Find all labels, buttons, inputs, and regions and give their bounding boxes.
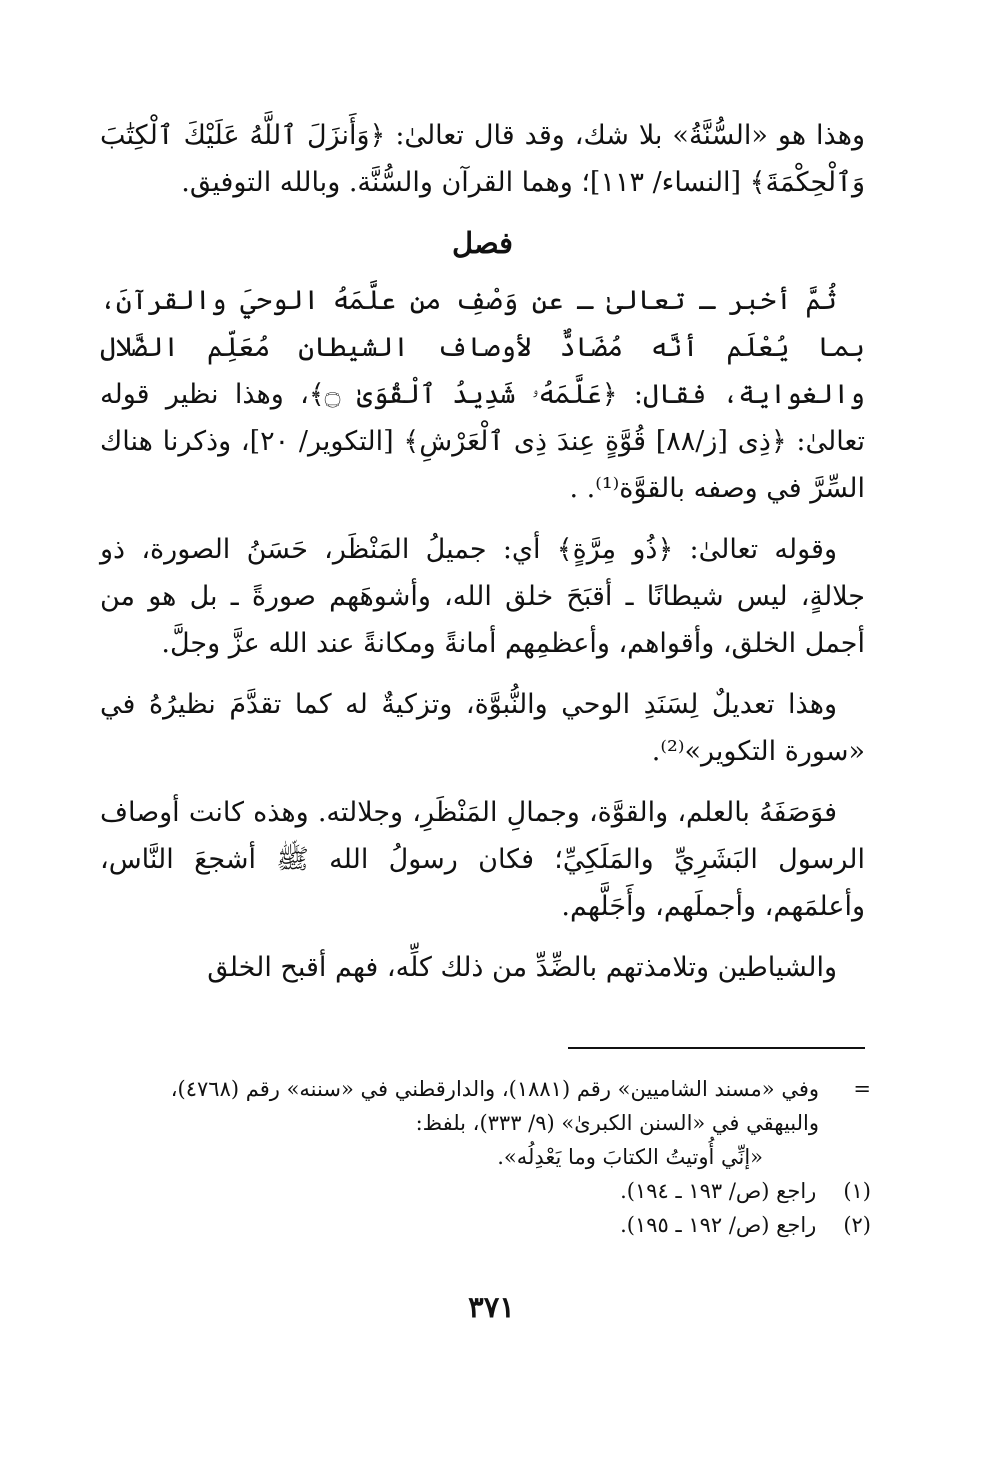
page-number: ٣٧١: [468, 1290, 515, 1324]
footnote-1: [100, 1174, 871, 1208]
section-heading: فصل: [452, 226, 513, 260]
continuation-mark: =: [853, 1077, 871, 1101]
footnote-number: (١): [843, 1179, 871, 1203]
footnote-divider: [568, 1047, 865, 1049]
footnote-2: [100, 1208, 871, 1242]
footnote-number: (٢): [843, 1213, 871, 1237]
paragraph-3: وقوله تعالىٰ: ﴿ذُو مِرَّةٍ﴾ أي: جميلُ المَنْظَر، حَسَنُ الصورة، ذو جلالةٍ، ليس شيطانًا ـ أقبَحَ خلق الله، وأشوهَهم صورةً ـ بل هو من أجمل الخلق، وأقواهم، وأعظمِهم أمانةً ومكانةً عند الله عزَّ وجلَّ.: [100, 534, 865, 659]
continuation-text: وفي «مسند الشاميين» رقم (١٨٨١)، والدارقطني في «سننه» رقم (٤٧٦٨)، والبيهقي في «السنن الكبرىٰ» (٩/ ٣٣٣)، بلفظ:: [170, 1077, 819, 1135]
main-text: [100, 112, 865, 1005]
paragraph-4: وهذا تعديلٌ لِسَنَدِ الوحي والنُّبوَّة، وتزكيةٌ له كما تقدَّمَ نظيرُهُ في «سورة التكوير»⁽²⁾.: [100, 689, 865, 767]
paragraph-5: فوَصَفَهُ بالعلم، والقوَّة، وجمالِ المَنْظَرِ، وجلالته. وهذه كانت أوصاف الرسول البَشَرِيِّ والمَلَكِيِّ؛ فكان رسولُ الله ﷺ أشجعَ النَّاس، وأعلمَهم، وأجملَهم، وأَجَلَّهم.: [100, 797, 865, 922]
paragraph-2: ثُمَّ أخبر ـ تعالىٰ ـ عن وَصْفِ من علَّمَهُ الوحيَ والقرآنَ، بما يُعْلَم أنَّه مُضَادٌّ لأوصاف الشيطان مُعَلِّم الضَّلال والغواية، فقال: ﴿عَلَّمَهُۥ شَدِيدُ ٱلْقُوَىٰ ۝﴾، وهذا نظير قوله تعالىٰ: ﴿ذِى [ز/٨٨] قُوَّةٍ عِندَ ذِى ٱلْعَرْشِ﴾ [التكوير/ ٢٠]، وذكرنا هناك السِّرَّ في وصفه بالقوَّة⁽¹⁾. .: [100, 285, 865, 504]
paragraph-6: والشياطين وتلامذتهم بالضِّدِّ من ذلك كلِّه، فهم أقبح الخلق: [207, 952, 837, 983]
footnotes: [100, 1072, 871, 1242]
footnote-text: راجع (ص/ ١٩٣ ـ ١٩٤).: [620, 1179, 817, 1203]
footnote-text: راجع (ص/ ١٩٢ ـ ١٩٥).: [620, 1213, 817, 1237]
paragraph-1: وهذا هو «السُّنَّةُ» بلا شك، وقد قال تعالىٰ: ﴿وَأَنزَلَ ٱللَّهُ عَلَيْكَ ٱلْكِتَٰبَ وَٱلْحِكْمَةَ﴾ [النساء/ ١١٣]؛ وهما القرآن والسُّنَّة. وبالله التوفيق.: [100, 120, 865, 198]
footnote-continuation: [100, 1072, 871, 1140]
footnote-quote: «إنِّي أُوتيتُ الكتابَ وما يَعْدِلُه».: [497, 1145, 763, 1169]
